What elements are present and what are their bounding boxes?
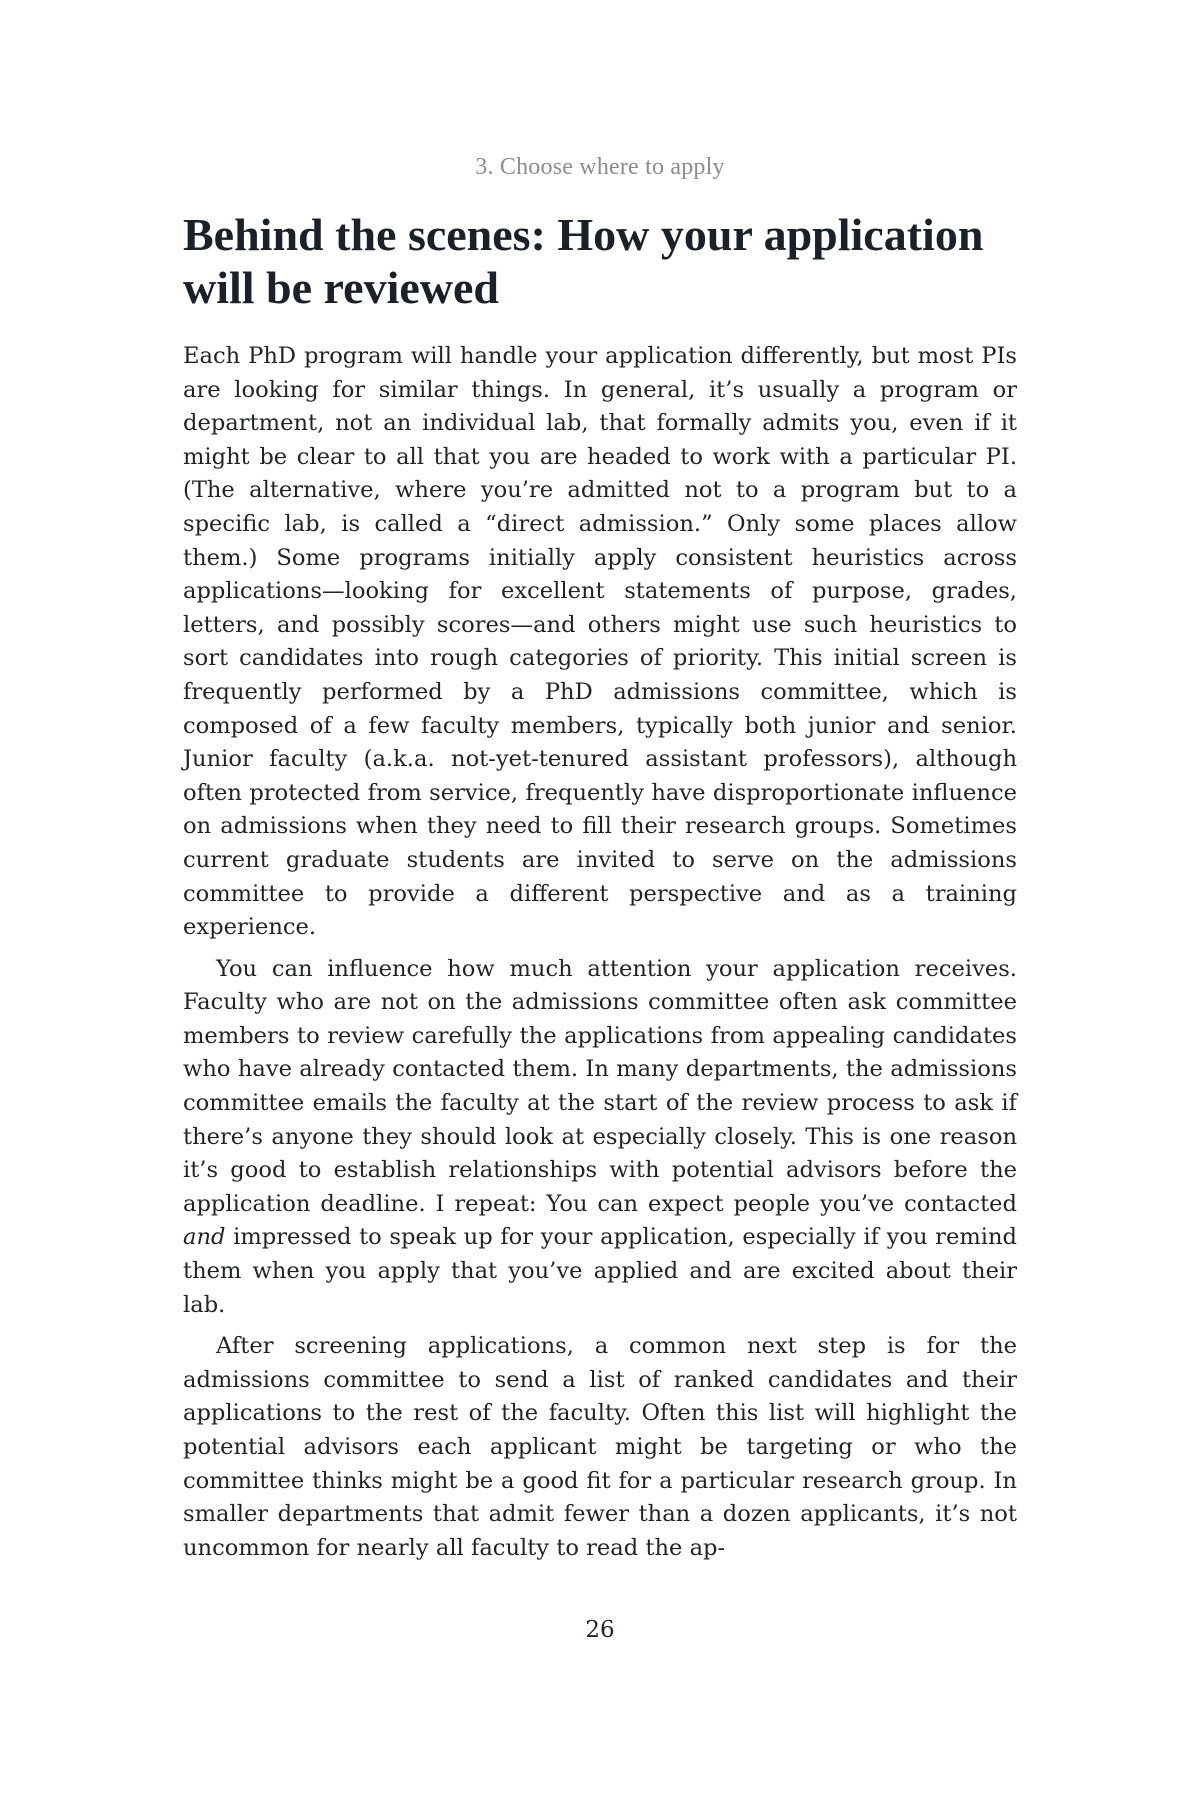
paragraph-3: After screening applications, a common next step is for the admissions committee to send a list of ranked candidates and their applications to the rest of the faculty. Often this list will highlight the potential advisors each applicant might be targeting or who the committee thinks might be a good fit for a particular research group. In smaller departments that admit fewer than a dozen applicants, it’s not uncommon for nearly all faculty to read the ap- bbox=[183, 1333, 1017, 1561]
body-text bbox=[183, 340, 1017, 1565]
paragraph-1: Each PhD program will handle your application differently, but most PIs are looking for similar things. In general, it’s usually a program or department, not an individual lab, that formally admits you, even if it might be clear to all that you are headed to work with a particular PI. (The alternative, where you’re admitted not to a program but to a specific lab, is called a “direct admission.” Only some places allow them.) Some programs initially apply consistent heuristics across applications—looking for excellent statements of purpose, grades, letters, and possibly scores—and others might use such heuristics to sort candidates into rough categories of priority. This initial screen is frequently performed by a PhD admissions committee, which is composed of a few faculty members, typically both junior and senior. Junior faculty (a.k.a. not-yet-tenured assistant professors), although often protected from service, frequently have disproportionate influence on admissions when they need to fill their research groups. Sometimes current graduate students are invited to serve on the admissions committee to provide a different perspective and as a training experience. bbox=[183, 343, 1017, 941]
paragraph-2-text-after-emphasis: impressed to speak up for your application, especially if you remind them when you apply that you’ve applied and are excited about their lab. bbox=[183, 1224, 1017, 1318]
page-number: 26 bbox=[585, 1617, 615, 1643]
running-header: 3. Choose where to apply bbox=[475, 154, 725, 180]
paragraph-2-text-before-emphasis: You can influence how much attention your application receives. Faculty who are not on the admissions committee often ask committee members to review carefully the applications from appealing candidates who have already contacted them. In many departments, the admissions committee emails the faculty at the start of the review process to ask if there’s anyone they should look at especially closely. This is one reason it’s good to establish relationships with potential advisors before the application deadline. I repeat: You can expect people you’ve contacted bbox=[183, 955, 1017, 1217]
section-title: Behind the scenes: How your application will be reviewed bbox=[183, 209, 984, 313]
emphasis-and: and bbox=[183, 1224, 226, 1251]
paragraph-2 bbox=[183, 953, 1017, 1323]
